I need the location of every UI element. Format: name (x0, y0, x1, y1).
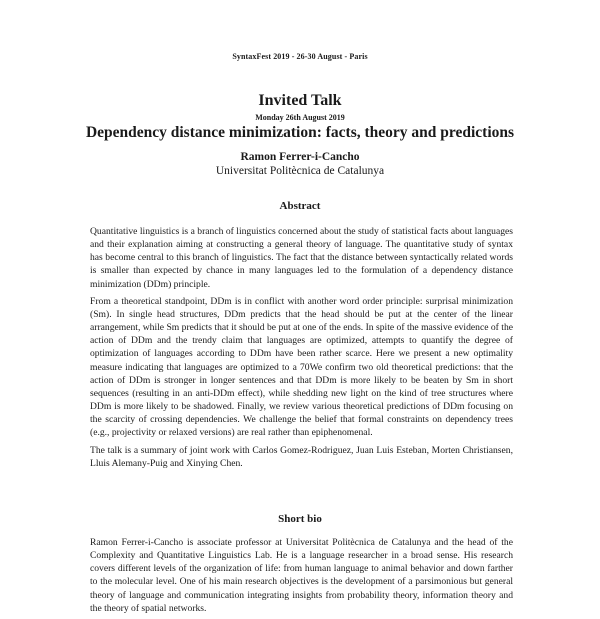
talk-category: Invited Talk (258, 92, 342, 109)
bio-body (90, 536, 513, 619)
author-name: Ramon Ferrer-i-Cancho (240, 151, 360, 163)
abstract-paragraph: Quantitative linguistics is a branch of linguistics concerned about the study of statistical facts about languages and their explanation aiming at constructing a general theory of language. The quantitative study of syntax has become central to this branch of linguistics. The fact that the distance between syntactically related words is smaller than expected by chance in many languages led to the formulation of a dependency distance minimization (DDm) principle. (90, 226, 513, 290)
talk-title: Dependency distance minimization: facts, theory and predictions (85, 124, 515, 141)
abstract-paragraph: The talk is a summary of joint work with Carlos Gomez-Rodriguez, Juan Luis Esteban, Morten Christiansen, Lluis Alemany-Puig and Xinying Chen. (90, 444, 513, 469)
author-affiliation: Universitat Politècnica de Catalunya (215, 165, 385, 177)
abstract-body (90, 225, 513, 474)
bio-heading: Short bio (278, 513, 322, 525)
abstract-paragraph: From a theoretical standpoint, DDm is in conflict with another word order principle: surprisal minimization (Sm). In single head structures, DDm predicts that the head should be put at the center of the linear arrangement, while Sm predicts that it should be put at one of the ends. In spite of the massive evidence of the action of DDm and the trendy claim that languages are optimized, attempts to quantify the degree of optimization of languages according to DDm have been rather scarce. Here we present a new optimality measure indicating that languages are optimized to a 70We confirm two old theoretical predictions: that the action of DDm is stronger in longer sentences and that DDm is more likely to be beaten by Sm in short sequences (resulting in an anti-DDm effect), while shedding new light on the kind of tree structures where DDm is more likely to be shadowed. Finally, we review various theoretical predictions of DDm focusing on the scarcity of crossing dependencies. We challenge the belief that formal constraints on dependency trees (e.g., projectivity or relaxed versions) are real rather than epiphenomenal. (90, 295, 513, 439)
conference-header: SyntaxFest 2019 - 26-30 August - Paris (232, 52, 368, 61)
abstract-heading: Abstract (279, 200, 321, 212)
bio-paragraph: Ramon Ferrer-i-Cancho is associate professor at Universitat Politècnica de Catalunya and the head of the Complexity and Quantitative Linguistics Lab. He is a language researcher in a broad sense. His research covers different levels of the organization of life: from human language to animal behavior and down farther to the molecular level. One of his main research objectives is the development of a parsimonious but general theory of language and communication integrating insights from probability theory, information theory and the theory of spatial networks. (90, 537, 513, 614)
talk-date: Monday 26th August 2019 (255, 113, 345, 122)
